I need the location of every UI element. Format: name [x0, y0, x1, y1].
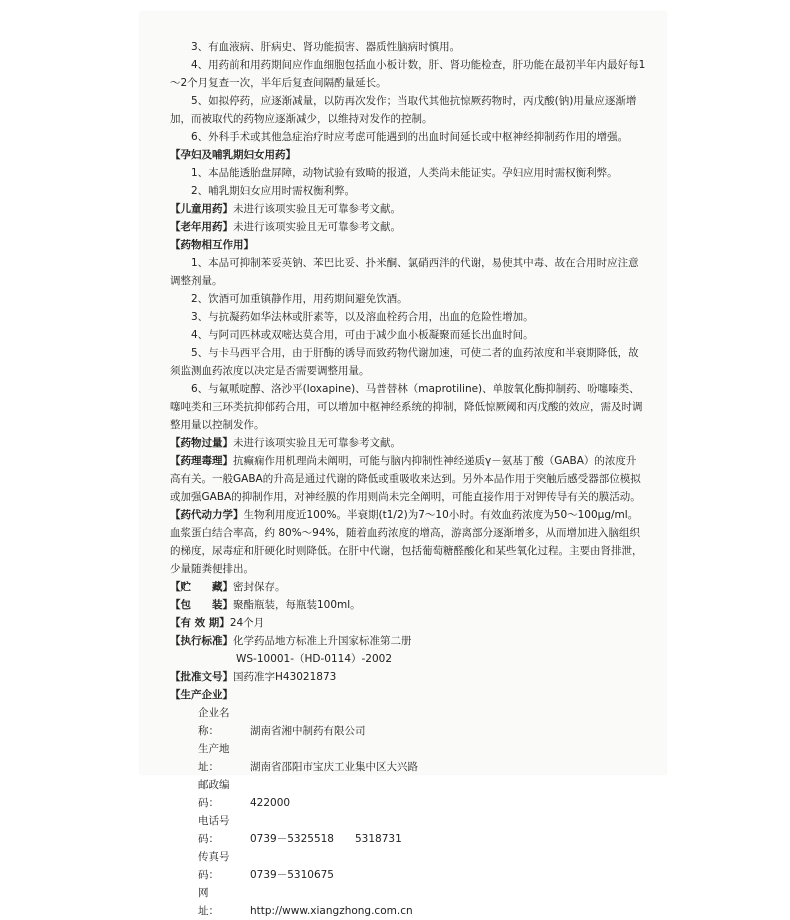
standard-row: [170, 632, 646, 650]
precaution-4: 4、用药前和用药期间应作血细胞包括血小板计数，肝、肾功能检查，肝功能在最初半年内最好每1～2个月复查一次，半年后复查间隔酌量延长。: [170, 59, 646, 89]
manufacturer-fax-value: 0739－5310675: [250, 869, 334, 881]
section-heading-pharmacokinetics: 【药代动力学】: [170, 509, 244, 521]
toxicology-row: [170, 452, 646, 506]
pharmacokinetics-row: [170, 506, 646, 578]
section-heading-interaction: 【药物相互作用】: [170, 239, 254, 251]
section-heading-package: 【包 装】: [170, 599, 233, 611]
validity-row: [170, 614, 646, 632]
manufacturer-fax-row: [198, 848, 646, 884]
manufacturer-website-label: 网 址：: [198, 887, 230, 917]
section-heading-toxicology: 【药理毒理】: [170, 455, 233, 467]
manufacturer-address-row: [198, 740, 646, 776]
pregnancy-item-2: 2、哺乳期妇女应用时需权衡利弊。: [191, 185, 356, 197]
elderly-row: [170, 218, 646, 236]
precaution-3: 3、有血液病、肝病史、肾功能损害、器质性脑病时慎用。: [191, 41, 461, 53]
manufacturer-fax-label: 传真号码：: [198, 851, 230, 881]
section-heading-manufacturer: 【生产企业】: [170, 689, 233, 701]
pharmacokinetics-text: 生物利用度近100%。半衰期(t1/2)为7～10小时。有效血药浓度为50～100μg/ml。血浆蛋白结合率高，约 80%～94%，随着血药浓度的增高，游离部分逐渐增多，从而增加进入脑组织的梯度，尿毒症和肝硬化时则降低。在肝中代谢，包括葡萄糖醛酸化和某些氧化过程。主要由肾排泄，少量随粪便排出。: [170, 509, 643, 575]
manufacturer-name-value: 湖南省湘中制药有限公司: [250, 725, 366, 737]
section-heading-validity: 【有 效 期】: [170, 617, 230, 629]
manufacturer-phone-value: 0739－5325518 5318731: [250, 833, 402, 845]
approval-row: [170, 668, 646, 686]
section-heading-approval: 【批准文号】: [170, 671, 233, 683]
precaution-6: 6、外科手术或其他急症治疗时应考虑可能遇到的出血时间延长或中枢神经抑制药作用的增强。: [191, 131, 629, 143]
interaction-item-2: 2、饮酒可加重镇静作用，用药期间避免饮酒。: [191, 293, 408, 305]
storage-text: 密封保存。: [233, 581, 286, 593]
standard-text: 化学药品地方标准上升国家标准第二册: [233, 635, 412, 647]
precaution-5: 5、如拟停药，应逐渐减量，以防再次发作；当取代其他抗惊厥药物时，丙戊酸(钠)用量应逐渐增加，而被取代的药物应逐渐减少，以维持对发作的控制。: [170, 95, 637, 125]
interaction-item-3: 3、与抗凝药如华法林或肝素等，以及溶血栓药合用，出血的危险性增加。: [191, 311, 534, 323]
manufacturer-postcode-row: [198, 776, 646, 812]
manufacturer-website-value: http://www.xiangzhong.com.cn: [250, 905, 413, 917]
manufacturer-phone-row: [198, 812, 646, 848]
overdose-text: 未进行该项实验且无可靠参考文献。: [233, 437, 401, 449]
pregnancy-item-1: 1、本品能透胎盘屏障，动物试验有致畸的报道，人类尚未能证实。孕妇应用时需权衡利弊。: [191, 167, 618, 179]
manufacturer-block: [170, 704, 646, 920]
children-row: [170, 200, 646, 218]
manufacturer-phone-label: 电话号码：: [198, 815, 230, 845]
package-row: [170, 596, 646, 614]
manufacturer-address-label: 生产地址：: [198, 743, 230, 773]
standard-code: WS-10001-（HD-0114）-2002: [236, 653, 393, 665]
section-heading-elderly: 【老年用药】: [170, 221, 233, 233]
approval-text: 国药准字H43021873: [233, 671, 337, 683]
section-heading-standard: 【执行标准】: [170, 635, 233, 647]
children-text: 未进行该项实验且无可靠参考文献。: [233, 203, 401, 215]
manufacturer-postcode-value: 422000: [250, 797, 291, 809]
section-heading-children: 【儿童用药】: [170, 203, 233, 215]
overdose-row: [170, 434, 646, 452]
interaction-item-6: 6、与氟哌啶醇、洛沙平(loxapine)、马普替林（maprotiline)、单胺氧化酶抑制药、吩噻嗪类、噻吨类和三环类抗抑郁药合用，可以增加中枢神经系统的抑制，降低惊厥阈和丙戊酸的效应，需及时调整用量以控制发作。: [170, 383, 643, 431]
manufacturer-name-row: [198, 704, 646, 740]
interaction-item-1: 1、本品可抑制苯妥英钠、苯巴比妥、扑米酮、氯硝西泮的代谢，易使其中毒、故在合用时应注意调整剂量。: [170, 257, 639, 287]
package-text: 聚酯瓶装，每瓶装100ml。: [233, 599, 361, 611]
interaction-item-4: 4、与阿司匹林或双嘧达莫合用，可由于减少血小板凝聚而延长出血时间。: [191, 329, 534, 341]
section-heading-storage: 【贮 藏】: [170, 581, 233, 593]
manufacturer-postcode-label: 邮政编码：: [198, 779, 230, 809]
storage-row: [170, 578, 646, 596]
manufacturer-address-value: 湖南省邵阳市宝庆工业集中区大兴路: [250, 761, 418, 773]
manufacturer-website-row: [198, 884, 646, 920]
section-heading-overdose: 【药物过量】: [170, 437, 233, 449]
section-heading-pregnancy: 【孕妇及哺乳期妇女用药】: [170, 149, 296, 161]
interaction-item-5: 5、与卡马西平合用，由于肝酶的诱导而致药物代谢加速，可使二者的血药浓度和半衰期降低，故须监测血药浓度以决定是否需要调整用量。: [170, 347, 639, 377]
elderly-text: 未进行该项实验且无可靠参考文献。: [233, 221, 401, 233]
validity-text: 24个月: [229, 617, 265, 629]
manufacturer-name-label: 企业名称：: [198, 707, 230, 737]
leaflet-content: [170, 38, 646, 920]
toxicology-text: 抗癫痫作用机理尚未阐明，可能与脑内抑制性神经递质γ－氨基丁酸（GABA）的浓度升高有关。一般GABA的升高是通过代谢的降低或重吸收来达到。另外本品作用于突触后感受器部位模拟或加强GABA的抑制作用，对神经膜的作用则尚未完全阐明，可能直接作用于对钾传导有关的膜活动。: [170, 455, 641, 503]
